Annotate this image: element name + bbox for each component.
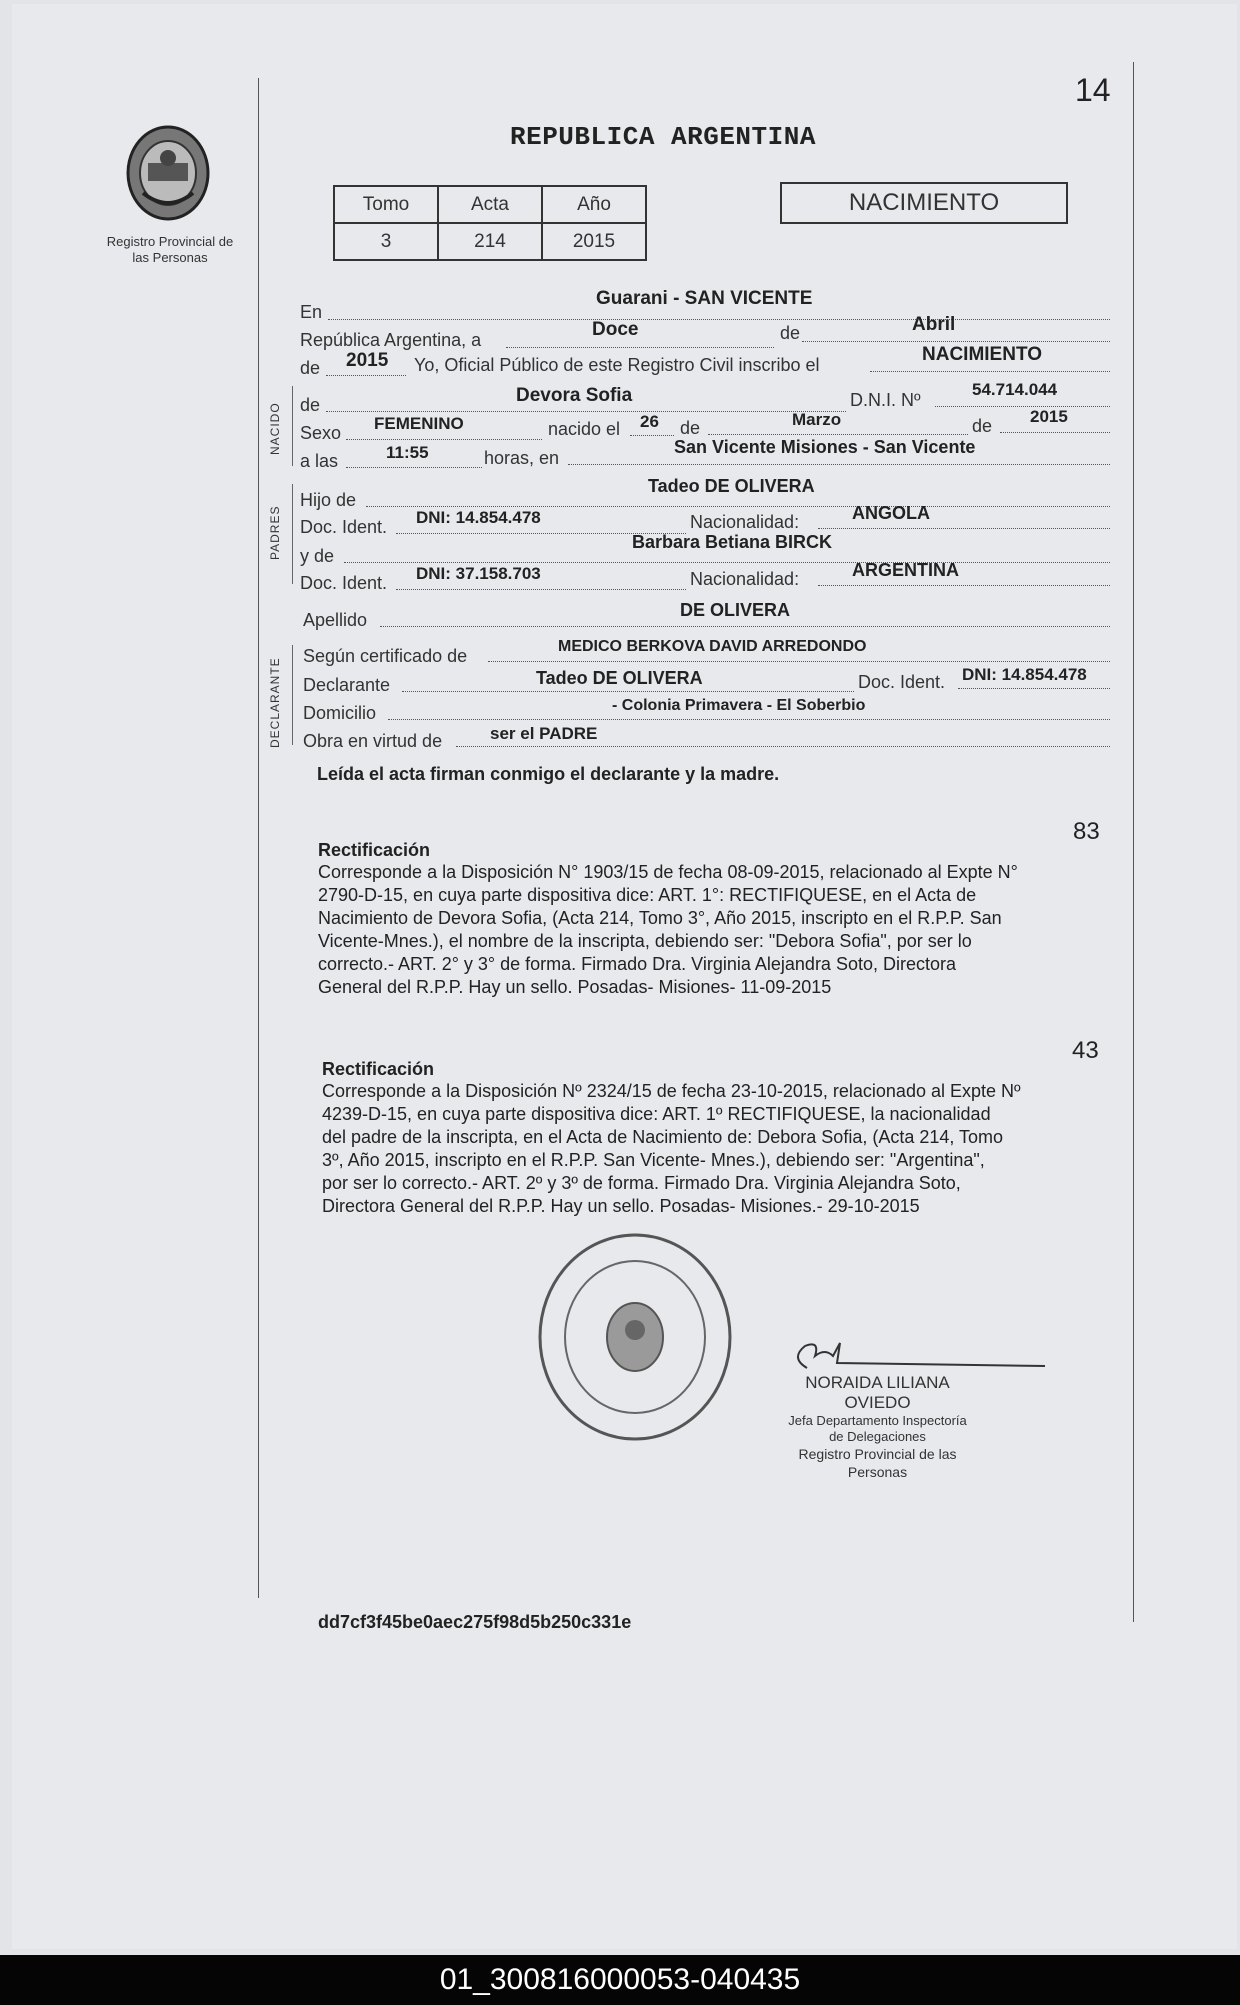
sexo-dots (346, 438, 542, 440)
sexo-label: Sexo (300, 423, 342, 443)
en-value: Guarani - SAN VICENTE (596, 288, 813, 309)
mes-dots (802, 340, 1110, 342)
rectificacion-2-number: 43 (1072, 1037, 1099, 1064)
anio-de-label: de (300, 358, 321, 378)
nacido-dia: 26 (640, 412, 659, 431)
domicilio-dots (388, 718, 1110, 720)
acta-value: 214 (438, 223, 542, 260)
nombre-de-label: de (300, 395, 321, 415)
signatory-block (775, 1373, 980, 1481)
decl-doc-label: Doc. Ident. (858, 672, 946, 692)
nombre-value: Devora Sofia (516, 385, 633, 406)
rect2-line: 4239-D-15, en cuya parte dispositiva dice: ART. 1º RECTIFIQUESE, la nacionalidad (322, 1104, 991, 1124)
rectificacion-2 (322, 1037, 1112, 1218)
nombre-dots (326, 410, 846, 412)
right-margin-line (1133, 62, 1134, 1622)
rect1-line: Nacimiento de Devora Sofia, (Acta 214, Tomo 3°, Año 2015, inscripto en el R.P.P. San (318, 908, 1002, 928)
page-number: 14 (1075, 72, 1111, 108)
lugar-dots (568, 463, 1110, 465)
anio-value: 2015 (346, 350, 389, 371)
rect2-line: Directora General del R.P.P. Hay un sello. Posadas- Misiones.- 29-10-2015 (322, 1196, 920, 1216)
nacido-anio-de-label: de (972, 416, 993, 436)
segun-dots (488, 660, 1110, 662)
left-margin-line (258, 78, 259, 1598)
mes-value: Abril (912, 314, 956, 335)
rect1-line: Corresponde a la Disposición N° 1903/15 de fecha 08-09-2015, relacionado al Expte N° (318, 862, 1018, 882)
madre-doc-dots (396, 588, 686, 590)
tomo-header: Tomo (334, 186, 438, 223)
signatory-name: NORAIDA LILIANA OVIEDO (805, 1373, 950, 1412)
rectificacion-2-body (322, 1080, 1112, 1218)
rectificacion-1 (318, 818, 1118, 999)
sexo-value: FEMENINO (374, 414, 464, 433)
padre-nac-dots (818, 527, 1110, 529)
nacido-section-bar (292, 386, 293, 466)
dni-dots (935, 405, 1110, 407)
obra-value: ser el PADRE (490, 724, 598, 743)
rect2-line: 3º, Año 2015, inscripto en el R.P.P. San Vicente- Mnes.), debiendo ser: "Argentina", (322, 1150, 985, 1170)
segun-value: MEDICO BERKOVA DAVID ARREDONDO (558, 638, 867, 655)
apellido-dots (380, 625, 1110, 627)
obra-label: Obra en virtud de (303, 731, 443, 751)
padre-doc-label: Doc. Ident. (300, 517, 388, 537)
yde-label: y de (300, 546, 335, 566)
obra-dots (456, 745, 1110, 747)
madre-dots (344, 561, 1110, 563)
inscribo-dots (870, 370, 1110, 372)
scan-footer-id: 01_300816000053-040435 (0, 1955, 1240, 2005)
madre-value: Barbara Betiana BIRCK (632, 532, 833, 552)
en-dots (328, 318, 1110, 320)
padre-dots (366, 505, 1110, 507)
leida-statement: Leída el acta firman conmigo el declarante y la madre. (317, 764, 780, 784)
dia-dots (506, 346, 774, 348)
acta-header: Acta (438, 186, 542, 223)
anio-dots (326, 374, 406, 376)
provincial-crest-logo (118, 118, 218, 228)
signatory-role-1: Jefa Departamento Inspectoría (788, 1413, 967, 1428)
rectificacion-2-title: Rectificación (322, 1059, 435, 1079)
anio-header: Año (542, 186, 646, 223)
lugar-value: San Vicente Misiones - San Vicente (674, 437, 976, 457)
hora-dots (346, 466, 482, 468)
mes-de-label: de (780, 323, 801, 343)
declarante-value: Tadeo DE OLIVERA (536, 668, 703, 688)
madre-nac-label: Nacionalidad: (690, 569, 800, 589)
rectificacion-1-number: 83 (1073, 818, 1100, 845)
rectificacion-1-body (318, 861, 1118, 999)
nacido-anio-dots (1000, 431, 1110, 433)
horas-en-label: horas, en (484, 448, 560, 468)
nacido-mes: Marzo (792, 410, 842, 429)
padre-doc: DNI: 14.854.478 (416, 508, 541, 527)
hijo-label: Hijo de (300, 490, 357, 510)
document-title: REPUBLICA ARGENTINA (510, 122, 816, 152)
padre-value: Tadeo DE OLIVERA (648, 476, 815, 496)
act-type-box: NACIMIENTO (780, 182, 1068, 224)
declarante-dots (402, 690, 854, 692)
declarante-section-bar (292, 645, 293, 745)
rect1-line: 2790-D-15, en cuya parte dispositiva dice: ART. 1°: RECTIFIQUESE, en el Acta de (318, 885, 977, 905)
decl-doc-value: DNI: 14.854.478 (962, 665, 1087, 684)
dni-value: 54.714.044 (972, 380, 1058, 399)
domicilio-value: - Colonia Primavera - El Soberbio (612, 697, 866, 714)
padre-nac: ANGOLA (852, 503, 930, 523)
republica-label: República Argentina, a (300, 330, 482, 350)
rect2-line: del padre de la inscripta, en el Acta de Nacimiento de: Debora Sofia, (Acta 214, Tomo (322, 1127, 1004, 1147)
rect1-line: General del R.P.P. Hay un sello. Posadas- Misiones- 11-09-2015 (318, 977, 832, 997)
declarante-label: Declarante (303, 675, 391, 695)
padres-section-bar (292, 484, 293, 584)
nacido-mes-dots (708, 433, 968, 435)
logo-caption: Registro Provincial de las Personas (106, 234, 234, 265)
declarante-section-label: DECLARANTE (268, 657, 282, 748)
alas-label: a las (300, 451, 339, 471)
hora-value: 11:55 (386, 443, 429, 462)
tomo-value: 3 (334, 223, 438, 260)
apellido-value: DE OLIVERA (680, 600, 791, 620)
document-hash: dd7cf3f45be0aec275f98d5b250c331e (318, 1612, 632, 1632)
rect2-line: Corresponde a la Disposición Nº 2324/15 de fecha 23-10-2015, relacionado al Expte Nº (322, 1081, 1021, 1101)
madre-nac: ARGENTINA (852, 560, 959, 580)
nacido-anio: 2015 (1030, 407, 1068, 426)
dia-value: Doce (592, 319, 639, 340)
segun-label: Según certificado de (303, 646, 468, 666)
nacido-de-label: de (680, 418, 701, 438)
apellido-label: Apellido (303, 610, 368, 630)
rect1-line: Vicente-Mnes.), el nombre de la inscripta, debiendo ser: "Debora Sofia", por ser lo (318, 931, 972, 951)
madre-doc-label: Doc. Ident. (300, 573, 388, 593)
madre-nac-dots (818, 584, 1110, 586)
tomo-acta-anio-table (333, 185, 647, 261)
rect2-line: por ser lo correcto.- ART. 2º y 3º de forma. Firmado Dra. Virginia Alejandra Soto, (322, 1173, 961, 1193)
oficial-text: Yo, Oficial Público de este Registro Civil inscribo el (414, 355, 820, 375)
inscribo-value: NACIMIENTO (922, 344, 1042, 365)
official-stamp-seal (535, 1230, 735, 1445)
dni-label: D.N.I. Nº (850, 390, 921, 410)
anio-value: 2015 (542, 223, 646, 260)
rectificacion-1-title: Rectificación (318, 840, 431, 860)
signatory-role-2: de Delegaciones (829, 1429, 926, 1444)
en-label: En (300, 302, 323, 322)
nacido-label: nacido el (548, 419, 621, 439)
signatory-role-3: Registro Provincial de las Personas (798, 1446, 957, 1480)
decl-doc-dots (958, 687, 1110, 689)
nacido-dia-dots (630, 434, 674, 436)
domicilio-label: Domicilio (303, 703, 377, 723)
padre-nac-label: Nacionalidad: (690, 512, 800, 532)
nacido-section-label: NACIDO (268, 402, 282, 455)
padres-section-label: PADRES (268, 505, 282, 560)
rect1-line: correcto.- ART. 2° y 3° de forma. Firmado Dra. Virginia Alejandra Soto, Directora (318, 954, 956, 974)
handwritten-signature (785, 1338, 1065, 1378)
madre-doc: DNI: 37.158.703 (416, 564, 541, 583)
